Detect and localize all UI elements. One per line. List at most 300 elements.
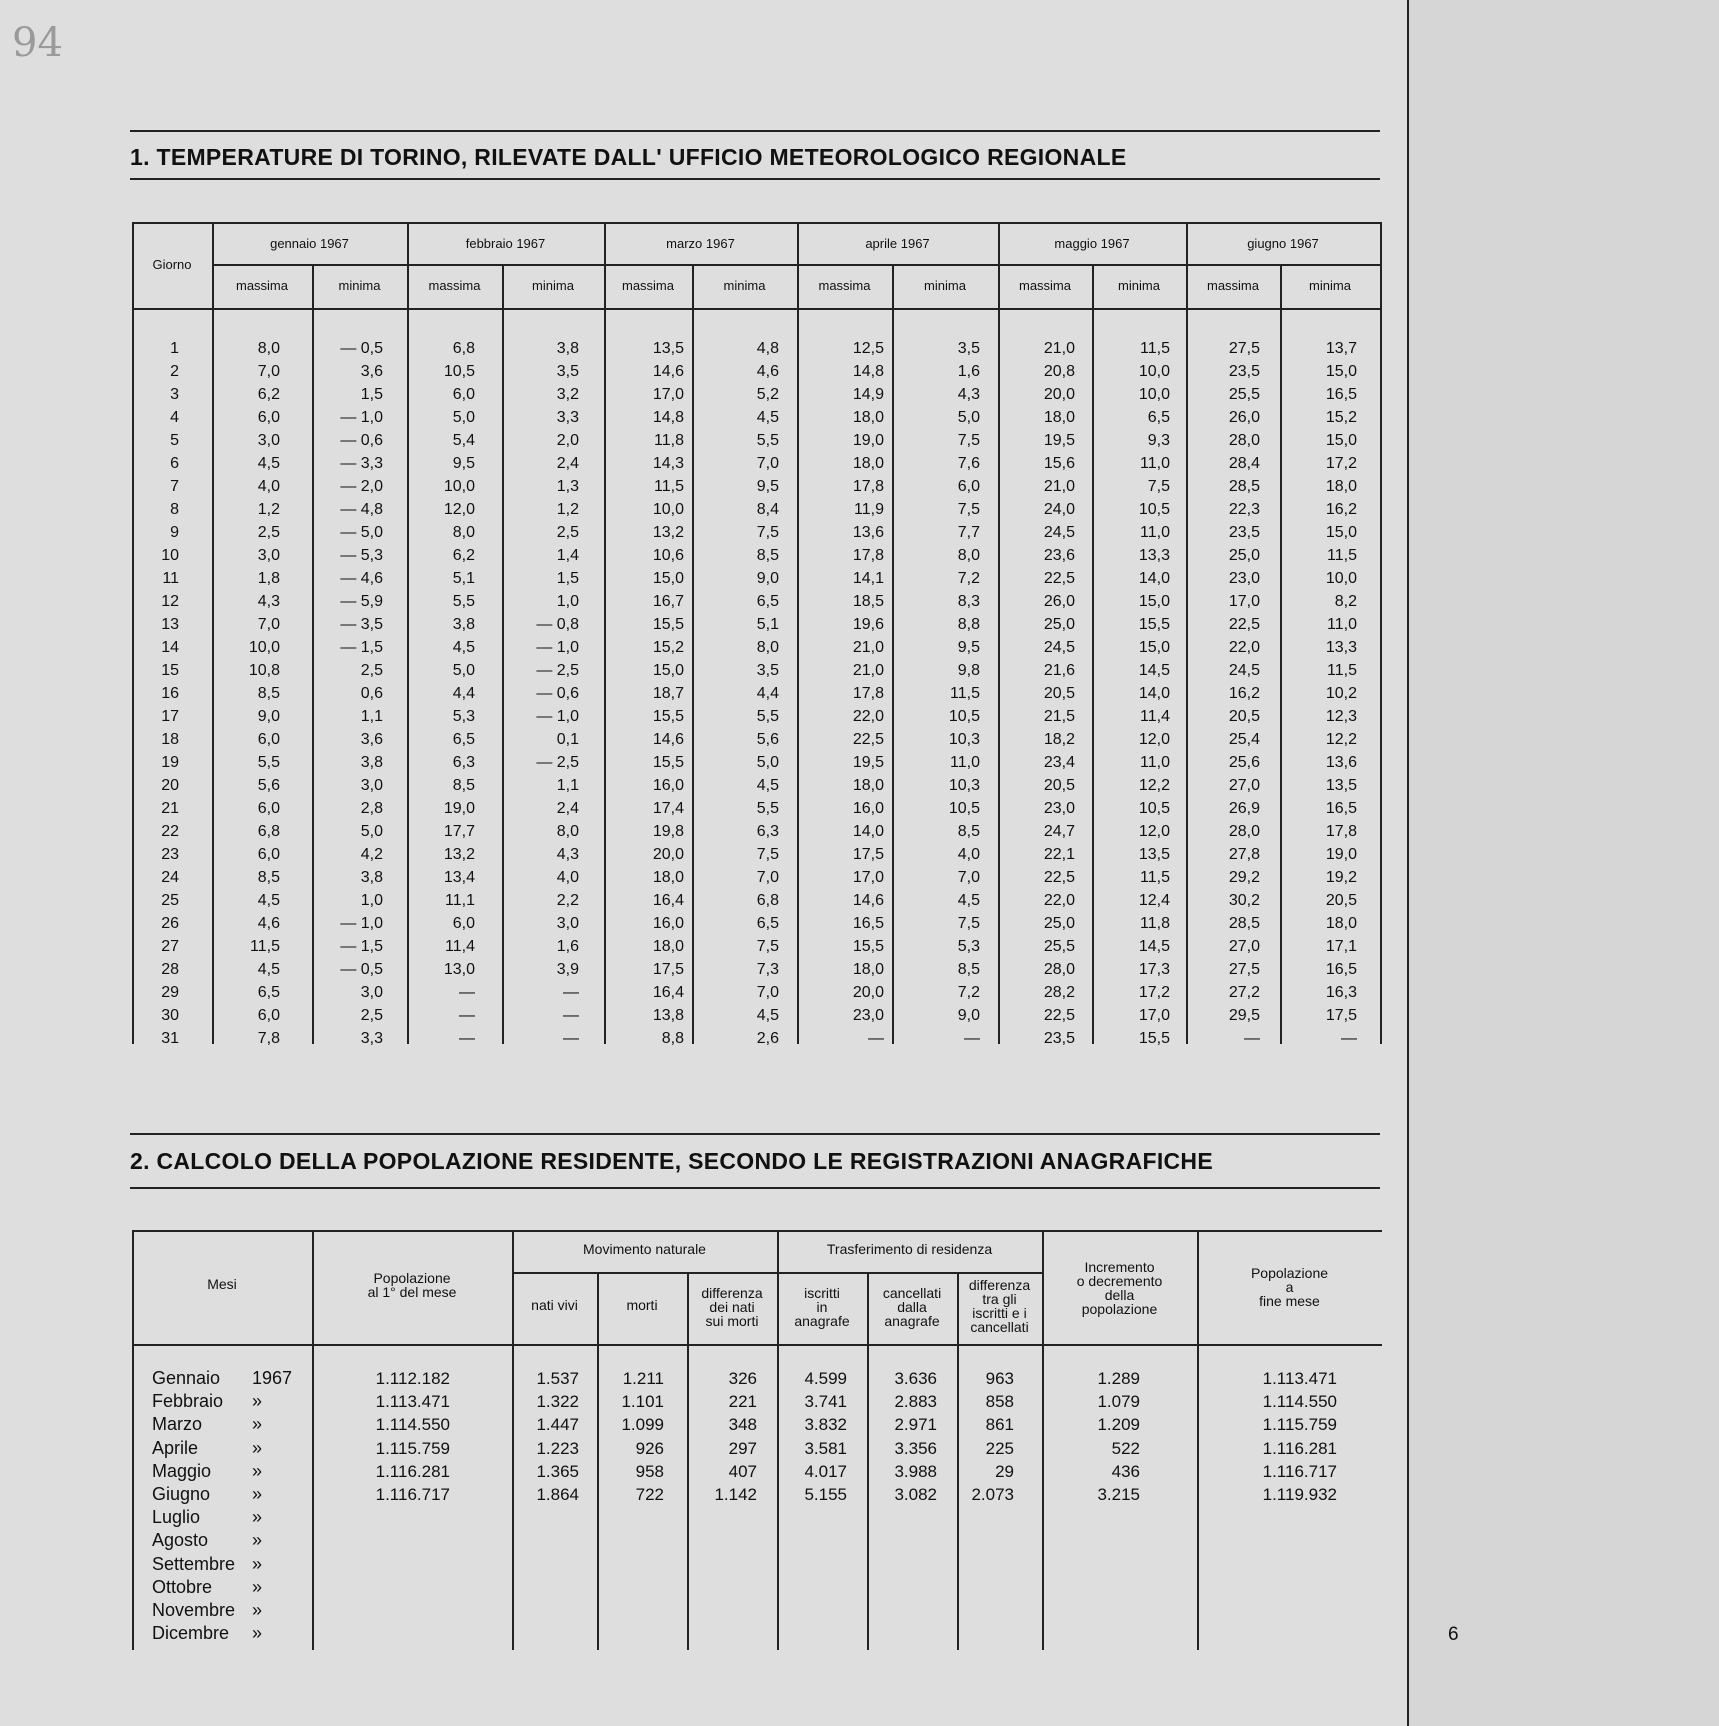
year-cell: » [252, 1460, 263, 1481]
day-cell: 4 [170, 409, 179, 426]
temperature-cell: 5,0 [452, 662, 475, 679]
temperature-cell: 17,8 [1325, 823, 1357, 840]
table-row [132, 1599, 1412, 1622]
temperature-cell: — [1341, 1030, 1357, 1047]
temperature-cell: 6,5 [257, 984, 280, 1001]
temperature-cell: 17,8 [852, 685, 884, 702]
temperature-cell: 25,0 [1228, 547, 1260, 564]
table-row [132, 889, 1380, 912]
temperature-cell: 10,0 [1325, 570, 1357, 587]
temperature-cell: 19,5 [1043, 432, 1075, 449]
temperature-cell: 8,5 [452, 777, 475, 794]
temperature-cell: 3,8 [360, 754, 383, 771]
temperature-cell: 8,8 [957, 616, 980, 633]
temperature-cell: — [1244, 1030, 1260, 1047]
day-cell: 23 [161, 846, 179, 863]
temperature-cell: — 3,5 [340, 616, 383, 633]
temperature-cell: 21,6 [1043, 662, 1075, 679]
temperature-cell: 25,0 [1043, 915, 1075, 932]
temperature-cell: 29,5 [1228, 1007, 1260, 1024]
table-row [132, 544, 1380, 567]
month-cell: Aprile [152, 1437, 199, 1458]
temperature-cell: 11,0 [1140, 754, 1170, 771]
temperature-cell: 6,8 [452, 340, 475, 357]
temperature-cell: 15,0 [1325, 524, 1357, 541]
temperature-cell: 11,5 [1140, 869, 1170, 886]
temperature-cell: 15,2 [1325, 409, 1357, 426]
temperature-cell: 12,0 [1138, 823, 1170, 840]
temperature-cell: — 1,0 [340, 409, 383, 426]
temperature-cell: 27,8 [1228, 846, 1260, 863]
table-row [132, 958, 1380, 981]
day-cell: 9 [170, 524, 179, 541]
temperature-cell: 11,0 [1140, 455, 1170, 472]
temperature-cell: 8,8 [661, 1030, 684, 1047]
temperature-cell: — [459, 1030, 475, 1047]
month-cell: Marzo [152, 1414, 203, 1435]
table-row [132, 1483, 1412, 1506]
temperature-cell: 26,0 [1228, 409, 1260, 426]
header-nati-vivi: nati vivi [531, 1297, 578, 1313]
temperature-cell: 1,1 [360, 708, 383, 725]
table-row [132, 820, 1380, 843]
temperature-cell: 11,4 [1140, 708, 1170, 725]
temperature-cell: 4,5 [756, 777, 779, 794]
temperature-cell: 10,3 [948, 731, 980, 748]
temperature-cell: 13,2 [443, 846, 475, 863]
month-header: febbraio 1967 [465, 236, 546, 251]
temperature-cell: 14,8 [852, 363, 884, 380]
temperature-cell: 28,5 [1228, 478, 1260, 495]
month-cell: Luglio [152, 1507, 201, 1528]
temperature-cell: 19,0 [852, 432, 884, 449]
temperature-cell: — 5,3 [340, 547, 383, 564]
temperature-cell: 8,5 [257, 869, 280, 886]
temperature-cell: 6,5 [1147, 409, 1170, 426]
min-header: minima [532, 278, 574, 293]
temperature-cell: 3,0 [257, 432, 280, 449]
temperature-cell: 12,2 [1325, 731, 1357, 748]
temperature-cell: 18,0 [852, 409, 884, 426]
day-cell: 21 [161, 800, 179, 817]
table-row [132, 912, 1380, 935]
temperature-cell: 8,5 [957, 961, 980, 978]
month-cell: Ottobre [152, 1576, 213, 1597]
temperature-cell: 16,5 [852, 915, 884, 932]
value-cell: 2.883 [894, 1392, 937, 1412]
temperature-cell: 2,8 [360, 800, 383, 817]
temperature-cell: 9,3 [1147, 432, 1170, 449]
temperature-cell: 16,5 [1325, 961, 1357, 978]
value-cell: 1.113.471 [1262, 1369, 1337, 1388]
temperature-cell: — 1,0 [536, 708, 579, 725]
temperature-cell: 5,3 [452, 708, 475, 725]
temperature-cell: 15,0 [1138, 593, 1170, 610]
temperature-cell: 16,2 [1228, 685, 1260, 702]
year-cell: » [252, 1507, 263, 1528]
value-cell: 522 [1111, 1438, 1140, 1458]
max-header: massima [818, 278, 871, 293]
temperature-cell: — 0,5 [340, 961, 383, 978]
value-cell: 3.741 [804, 1392, 847, 1412]
temperature-cell: 5,5 [756, 708, 779, 725]
temperature-cell: 4,6 [756, 363, 779, 380]
temperature-cell: 4,4 [452, 685, 475, 702]
temperature-cell: 5,0 [360, 823, 383, 840]
temperature-cell: 7,5 [756, 846, 779, 863]
temperature-cell: 10,8 [248, 662, 280, 679]
temperature-cell: 8,5 [957, 823, 980, 840]
temperature-cell: 12,0 [1138, 731, 1170, 748]
value-cell: 3.581 [804, 1438, 847, 1458]
temperature-cell: 13,6 [852, 524, 884, 541]
temperature-cell: 4,0 [957, 846, 980, 863]
temperature-cell: — 3,3 [340, 455, 383, 472]
temperature-cell: 18,0 [852, 455, 884, 472]
temperature-cell: 11,4 [445, 938, 475, 955]
temperature-cell: 11,0 [950, 754, 980, 771]
temperature-cell: 5,4 [452, 432, 475, 449]
value-cell: 1.289 [1097, 1369, 1140, 1388]
year-cell: » [252, 1599, 263, 1620]
temperature-cell: 0,6 [360, 685, 383, 702]
temperature-cell: 4,3 [556, 846, 579, 863]
value-cell: 2.971 [894, 1415, 937, 1435]
temperature-cell: 11,0 [1140, 524, 1170, 541]
temperature-cell: 6,8 [257, 823, 280, 840]
temperature-cell: 5,2 [756, 386, 779, 403]
temperature-cell: 14,9 [852, 386, 884, 403]
min-header: minima [1309, 278, 1351, 293]
temperature-cell: 1,6 [957, 363, 980, 380]
table-row [132, 774, 1380, 797]
temperature-cell: — 5,9 [340, 593, 383, 610]
temperature-cell: 10,5 [1138, 501, 1170, 518]
temperature-cell: 10,5 [1138, 800, 1170, 817]
temperature-cell: 8,0 [957, 547, 980, 564]
temperature-cell: 3,0 [360, 984, 383, 1001]
temperature-cell: 11,5 [950, 685, 980, 702]
temperature-cell: 23,5 [1043, 1030, 1075, 1047]
year-cell: » [252, 1553, 263, 1574]
temperature-cell: 4,5 [756, 1007, 779, 1024]
temperature-cell: 15,5 [1138, 1030, 1170, 1047]
value-cell: 1.115.759 [1262, 1415, 1337, 1435]
temperature-cell: 20,0 [1043, 386, 1075, 403]
table-row [132, 682, 1380, 705]
temperature-cell: 23,0 [1043, 800, 1075, 817]
temperature-cell: 21,5 [1043, 708, 1075, 725]
temperature-cell: 13,0 [443, 961, 475, 978]
rule [130, 178, 1380, 180]
temperature-cell: 17,7 [443, 823, 475, 840]
temperature-rows [132, 337, 1380, 1050]
temperature-cell: 13,7 [1325, 340, 1357, 357]
temperature-cell: 3,8 [556, 340, 579, 357]
temperature-cell: 18,2 [1043, 731, 1075, 748]
month-cell: Gennaio [152, 1368, 221, 1388]
temperature-cell: 25,4 [1228, 731, 1260, 748]
value-cell: 1.116.281 [375, 1461, 450, 1481]
temperature-cell: 4,5 [257, 455, 280, 472]
rule [130, 1187, 1380, 1189]
value-cell: 3.636 [894, 1369, 937, 1388]
value-cell: 1.864 [536, 1484, 579, 1504]
value-cell: 29 [995, 1461, 1014, 1481]
temperature-cell: 13,5 [1138, 846, 1170, 863]
temperature-cell: 17,8 [852, 547, 884, 564]
temperature-cell: 1,2 [556, 501, 579, 518]
temperature-cell: — 4,8 [340, 501, 383, 518]
temperature-cell: 18,0 [852, 777, 884, 794]
temperature-cell: 16,0 [652, 915, 684, 932]
header-cancellati: cancellati dalla anagrafe [882, 1285, 942, 1329]
table-row [132, 1553, 1412, 1576]
temperature-cell: 25,5 [1228, 386, 1260, 403]
temperature-cell: 8,2 [1334, 593, 1357, 610]
temperature-cell: 22,5 [1043, 1007, 1075, 1024]
temperature-cell: 17,8 [852, 478, 884, 495]
temperature-cell: 7,5 [957, 432, 980, 449]
day-cell: 29 [161, 984, 179, 1001]
temperature-cell: 6,3 [452, 754, 475, 771]
temperature-cell: 17,1 [1325, 938, 1357, 955]
value-cell: 858 [985, 1392, 1014, 1412]
value-cell: 1.211 [622, 1369, 664, 1388]
temperature-cell: 13,5 [1325, 777, 1357, 794]
temperature-cell: 5,3 [957, 938, 980, 955]
temperature-cell: 4,5 [957, 892, 980, 909]
temperature-cell: 25,5 [1043, 938, 1075, 955]
temperature-cell: 26,0 [1043, 593, 1075, 610]
temperature-cell: 7,0 [957, 869, 980, 886]
temperature-cell: 14,5 [1138, 938, 1170, 955]
temperature-cell: 27,0 [1228, 938, 1260, 955]
temperature-cell: 13,3 [1138, 547, 1170, 564]
day-cell: 17 [161, 708, 179, 725]
value-cell: 926 [635, 1438, 664, 1458]
value-cell: 1.209 [1097, 1415, 1140, 1435]
year-cell: » [252, 1530, 263, 1551]
temperature-cell: 7,0 [756, 455, 779, 472]
month-header: giugno 1967 [1247, 236, 1319, 251]
temperature-cell: — 5,0 [340, 524, 383, 541]
temperature-cell: 4,6 [257, 915, 280, 932]
temperature-cell: 17,0 [652, 386, 684, 403]
temperature-cell: 1,5 [360, 386, 383, 403]
temperature-cell: 4,0 [257, 478, 280, 495]
table-row [132, 1576, 1412, 1599]
temperature-cell: 14,5 [1138, 662, 1170, 679]
temperature-cell: 3,9 [556, 961, 579, 978]
min-header: minima [1118, 278, 1160, 293]
month-cell: Giugno [152, 1483, 211, 1504]
temperature-cell: 2,5 [360, 1007, 383, 1024]
temperature-cell: 10,2 [1325, 685, 1357, 702]
temperature-cell: 6,8 [756, 892, 779, 909]
table-row [132, 659, 1380, 682]
value-cell: 3.215 [1097, 1484, 1140, 1504]
temperature-cell: 17,0 [1138, 1007, 1170, 1024]
temperature-cell: 4,2 [360, 846, 383, 863]
temperature-cell: 15,0 [652, 662, 684, 679]
temperature-cell: 23,0 [852, 1007, 884, 1024]
temperature-cell: — 4,6 [340, 570, 383, 587]
temperature-cell: 1,5 [556, 570, 579, 587]
temperature-cell: 23,5 [1228, 363, 1260, 380]
temperature-cell: 23,5 [1228, 524, 1260, 541]
temperature-cell: 11,0 [1327, 616, 1357, 633]
temperature-cell: 11,8 [654, 432, 684, 449]
temperature-cell: 21,0 [852, 662, 884, 679]
temperature-cell: 16,5 [1325, 386, 1357, 403]
month-cell: Maggio [152, 1460, 212, 1481]
temperature-cell: 8,0 [756, 639, 779, 656]
value-cell: 221 [728, 1392, 757, 1412]
temperature-cell: 5,0 [452, 409, 475, 426]
temperature-cell: 11,8 [1140, 915, 1170, 932]
temperature-cell: 6,0 [452, 386, 475, 403]
value-cell: 407 [728, 1461, 757, 1481]
temperature-cell: 6,0 [257, 800, 280, 817]
temperature-cell: 29,2 [1228, 869, 1260, 886]
value-cell: 861 [985, 1415, 1014, 1435]
value-cell: 1.115.759 [375, 1438, 450, 1458]
temperature-cell: 1,8 [257, 570, 280, 587]
giorno-header: Giorno [152, 257, 192, 272]
temperature-cell: 7,2 [957, 984, 980, 1001]
value-cell: 1.142 [714, 1484, 757, 1504]
temperature-cell: 15,2 [652, 639, 684, 656]
value-cell: 1.114.550 [1262, 1392, 1337, 1412]
temperature-cell: 5,1 [452, 570, 475, 587]
temperature-cell: 8,5 [257, 685, 280, 702]
temperature-cell: 15,0 [1325, 432, 1357, 449]
min-header: minima [338, 278, 381, 293]
table-row [132, 1622, 1412, 1645]
day-cell: 7 [170, 478, 179, 495]
value-cell: 436 [1111, 1461, 1140, 1481]
temperature-cell: 1,6 [556, 938, 579, 955]
temperature-cell: 20,5 [1043, 777, 1075, 794]
temperature-cell: 11,5 [1327, 547, 1357, 564]
header-trasferimento: Trasferimento di residenza [826, 1241, 993, 1257]
day-cell: 12 [161, 593, 179, 610]
temperature-cell: 20,5 [1043, 685, 1075, 702]
value-cell: 3.356 [894, 1438, 937, 1458]
temperature-cell: 22,5 [1228, 616, 1260, 633]
value-cell: 1.119.932 [1262, 1484, 1337, 1504]
table-row [132, 935, 1380, 958]
temperature-cell: 28,2 [1043, 984, 1075, 1001]
temperature-cell: 17,5 [652, 961, 684, 978]
temperature-cell: 27,2 [1228, 984, 1260, 1001]
temperature-cell: 16,0 [652, 777, 684, 794]
temperature-cell: 6,5 [756, 593, 779, 610]
month-cell: Agosto [152, 1530, 209, 1551]
temperature-cell: 5,6 [756, 731, 779, 748]
year-cell: » [252, 1391, 263, 1412]
max-header: massima [1018, 278, 1071, 293]
temperature-cell: 1,4 [556, 547, 579, 564]
year-cell: 1967 [252, 1368, 293, 1388]
temperature-cell: 23,0 [1228, 570, 1260, 587]
temperature-cell: 23,6 [1043, 547, 1075, 564]
temperature-cell: 6,2 [452, 547, 475, 564]
temperature-cell: — 0,8 [536, 616, 579, 633]
value-cell: 4.599 [804, 1369, 847, 1388]
temperature-cell: 2,4 [556, 455, 579, 472]
temperature-cell: 4,0 [556, 869, 579, 886]
month-header: marzo 1967 [666, 236, 735, 251]
temperature-cell: 28,5 [1228, 915, 1260, 932]
temperature-cell: 2,5 [360, 662, 383, 679]
rule [130, 130, 1380, 132]
temperature-cell: 24,5 [1043, 524, 1075, 541]
temperature-cell: 3,5 [957, 340, 980, 357]
temperature-cell: 17,3 [1138, 961, 1170, 978]
temperature-cell: 16,3 [1325, 984, 1357, 1001]
value-cell: 326 [728, 1369, 757, 1388]
temperature-cell: 20,5 [1325, 892, 1357, 909]
day-cell: 22 [161, 823, 179, 840]
temperature-cell: 13,5 [652, 340, 684, 357]
temperature-cell: 5,5 [452, 593, 475, 610]
temperature-cell: 7,0 [257, 616, 280, 633]
temperature-cell: 8,0 [257, 340, 280, 357]
temperature-cell: 5,1 [756, 616, 779, 633]
temperature-cell: 17,5 [1325, 1007, 1357, 1024]
temperature-cell: 6,0 [257, 1007, 280, 1024]
max-header: massima [621, 278, 674, 293]
header-pop-fine: Popolazione a fine mese [1250, 1265, 1329, 1309]
day-cell: 24 [161, 869, 179, 886]
temperature-cell: 6,0 [257, 409, 280, 426]
table-row [132, 1004, 1380, 1027]
temperature-cell: 15,0 [652, 570, 684, 587]
temperature-cell: — [868, 1030, 884, 1047]
table-row [132, 1027, 1380, 1050]
temperature-cell: 15,5 [652, 616, 684, 633]
temperature-cell: — [563, 1030, 579, 1047]
temperature-cell: 1,3 [556, 478, 579, 495]
table-row [132, 521, 1380, 544]
day-cell: 19 [161, 754, 179, 771]
temperature-cell: 14,1 [852, 570, 884, 587]
temperature-cell: 14,6 [652, 363, 684, 380]
temperature-table [132, 222, 1380, 1047]
table-border [132, 1344, 1382, 1346]
temperature-cell: 12,2 [1138, 777, 1170, 794]
temperature-cell: — 0,6 [536, 685, 579, 702]
temperature-cell: 6,5 [756, 915, 779, 932]
table-row [132, 567, 1380, 590]
day-cell: 13 [161, 616, 179, 633]
temperature-cell: 22,1 [1043, 846, 1075, 863]
temperature-cell: 7,5 [957, 915, 980, 932]
month-cell: Febbraio [152, 1391, 224, 1412]
temperature-cell: 6,0 [957, 478, 980, 495]
temperature-cell: 7,5 [1147, 478, 1170, 495]
table-row [132, 728, 1380, 751]
header-diff-iscritti-cancellati: differenza tra gli iscritti e i cancellati [968, 1277, 1031, 1335]
temperature-cell: 4,3 [257, 593, 280, 610]
temperature-cell: 12,5 [852, 340, 884, 357]
temperature-cell: — [964, 1030, 980, 1047]
table-row [132, 590, 1380, 613]
temperature-cell: 5,0 [957, 409, 980, 426]
day-cell: 11 [162, 570, 179, 587]
